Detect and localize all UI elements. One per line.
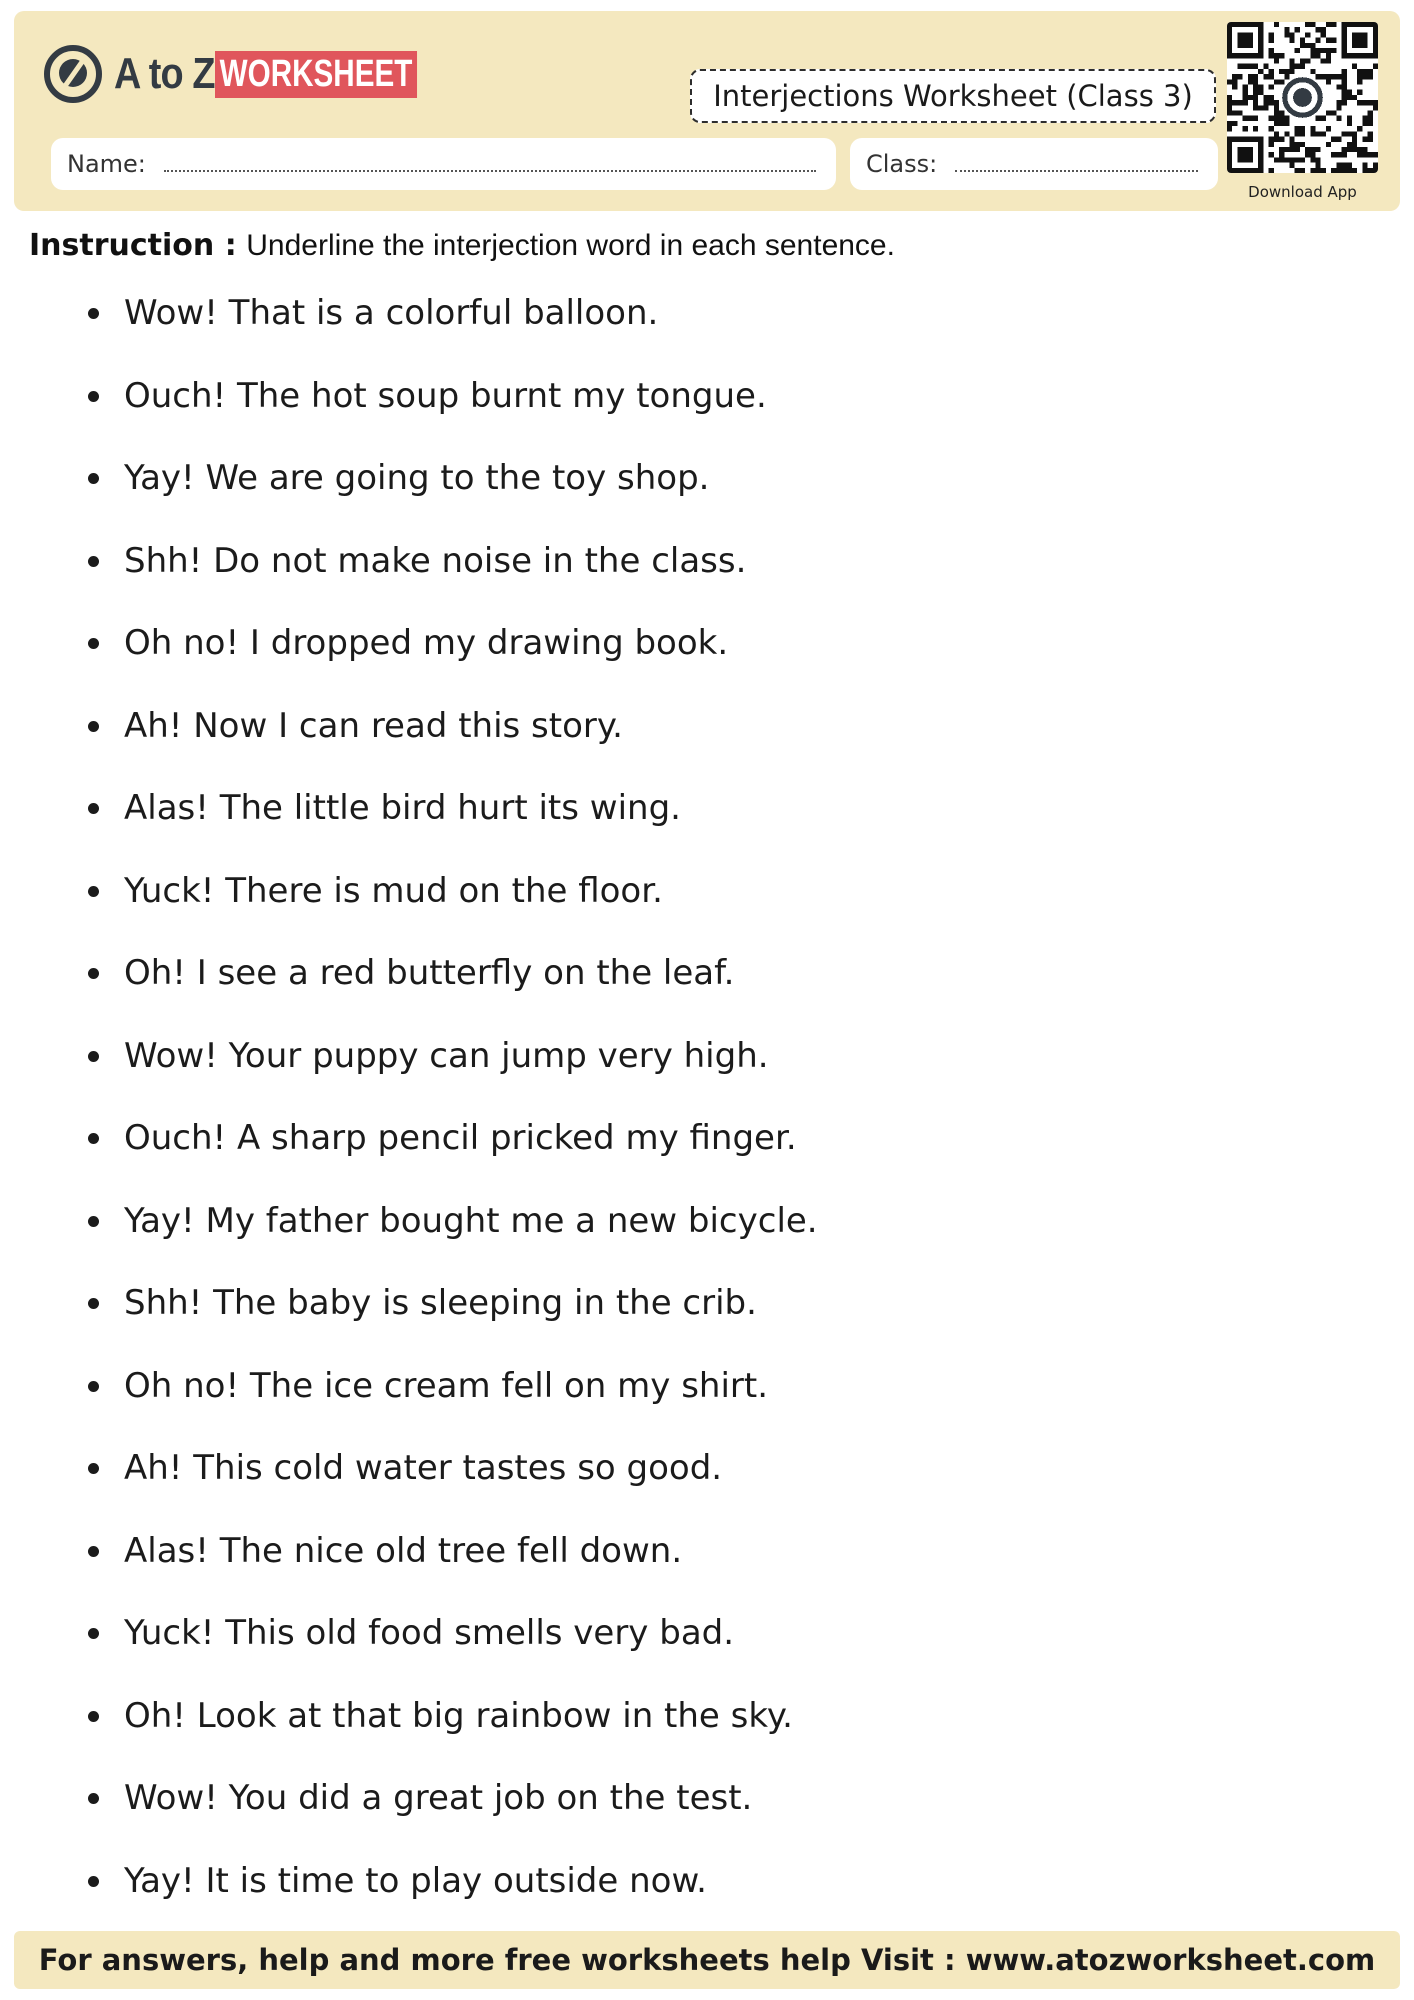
sentence-text[interactable]: Yuck! There is mud on the floor.	[124, 870, 663, 911]
sentence-item	[124, 1196, 818, 1246]
sentence-text[interactable]: Ouch! The hot soup burnt my tongue.	[124, 375, 767, 416]
download-app-caption: Download App	[1248, 183, 1357, 201]
sentence-item	[124, 1691, 793, 1741]
sentence-item	[124, 1113, 797, 1163]
bullet-icon	[88, 1381, 99, 1392]
sentence-text[interactable]: Ah! Now I can read this story.	[124, 705, 623, 746]
sentence-item	[124, 1443, 722, 1493]
bullet-icon	[88, 391, 99, 402]
sentence-item	[124, 288, 658, 338]
instruction-label: Instruction :	[29, 228, 237, 263]
sentence-item	[124, 1773, 752, 1823]
sentence-item	[124, 1031, 769, 1081]
bullet-icon	[88, 1793, 99, 1804]
instruction-text: Underline the interjection word in each sentence.	[246, 229, 895, 262]
sentence-item	[124, 1526, 682, 1576]
sentence-item	[124, 783, 681, 833]
sentence-item	[124, 948, 734, 998]
footer-banner[interactable]: For answers, help and more free worksheets help Visit : www.atozworksheet.com	[14, 1931, 1400, 1989]
sentence-text[interactable]: Yay! We are going to the toy shop.	[124, 458, 710, 498]
bullet-icon	[88, 308, 99, 319]
sentence-text[interactable]: Shh! The baby is sleeping in the crib.	[124, 1283, 757, 1323]
name-label: Name:	[67, 150, 146, 178]
sentence-text[interactable]: Wow! You did a great job on the test.	[124, 1778, 753, 1818]
sentence-item	[124, 701, 623, 751]
bullet-icon	[88, 1216, 99, 1227]
bullet-icon	[88, 968, 99, 979]
bullet-icon	[88, 803, 99, 814]
bullet-icon	[88, 1546, 99, 1557]
bullet-icon	[88, 473, 99, 484]
sentence-text[interactable]: Ah! This cold water tastes so good.	[124, 1448, 723, 1488]
sentence-text[interactable]: Oh! Look at that big rainbow in the sky.	[124, 1695, 793, 1736]
sentence-text[interactable]: Wow! That is a colorful balloon.	[124, 293, 659, 333]
sentence-item	[124, 1608, 734, 1658]
sentence-item	[124, 1361, 768, 1411]
sentence-item	[124, 536, 746, 586]
worksheet-title: Interjections Worksheet (Class 3)	[690, 69, 1216, 123]
logo-text: A to Z	[114, 49, 215, 98]
sentence-item	[124, 1278, 757, 1328]
bullet-icon	[88, 1628, 99, 1639]
bullet-icon	[88, 1133, 99, 1144]
sentence-item	[124, 453, 709, 503]
sentence-item	[124, 371, 767, 421]
sentence-text[interactable]: Oh no! I dropped my drawing book.	[124, 623, 729, 663]
bullet-icon	[88, 1711, 99, 1722]
sentence-text[interactable]: Yay! It is time to play outside now.	[124, 1860, 707, 1901]
sentence-item	[124, 1856, 707, 1906]
class-label: Class:	[866, 150, 938, 178]
sentence-text[interactable]: Oh! I see a red butterfly on the leaf.	[124, 953, 735, 993]
sentence-text[interactable]: Alas! The little bird hurt its wing.	[124, 788, 681, 828]
sentence-item	[124, 866, 663, 916]
sentence-text[interactable]: Wow! Your puppy can jump very high.	[124, 1035, 769, 1076]
sentence-text[interactable]: Ouch! A sharp pencil pricked my finger.	[124, 1118, 797, 1158]
sentence-text[interactable]: Alas! The nice old tree fell down.	[124, 1530, 683, 1571]
bullet-icon	[88, 1051, 99, 1062]
bullet-icon	[88, 1876, 99, 1887]
sentence-text[interactable]: Yay! My father bought me a new bicycle.	[124, 1200, 818, 1241]
bullet-icon	[88, 1463, 99, 1474]
bullet-icon	[88, 886, 99, 897]
logo-badge: WORKSHEET	[215, 51, 417, 98]
bullet-icon	[88, 721, 99, 732]
bullet-icon	[88, 1298, 99, 1309]
sentence-text[interactable]: Shh! Do not make noise in the class.	[124, 540, 747, 581]
sentence-item	[124, 618, 728, 668]
bullet-icon	[88, 638, 99, 649]
sentence-text[interactable]: Oh no! The ice cream fell on my shirt.	[124, 1365, 769, 1406]
sentence-text[interactable]: Yuck! This old food smells very bad.	[124, 1613, 735, 1653]
bullet-icon	[88, 556, 99, 567]
